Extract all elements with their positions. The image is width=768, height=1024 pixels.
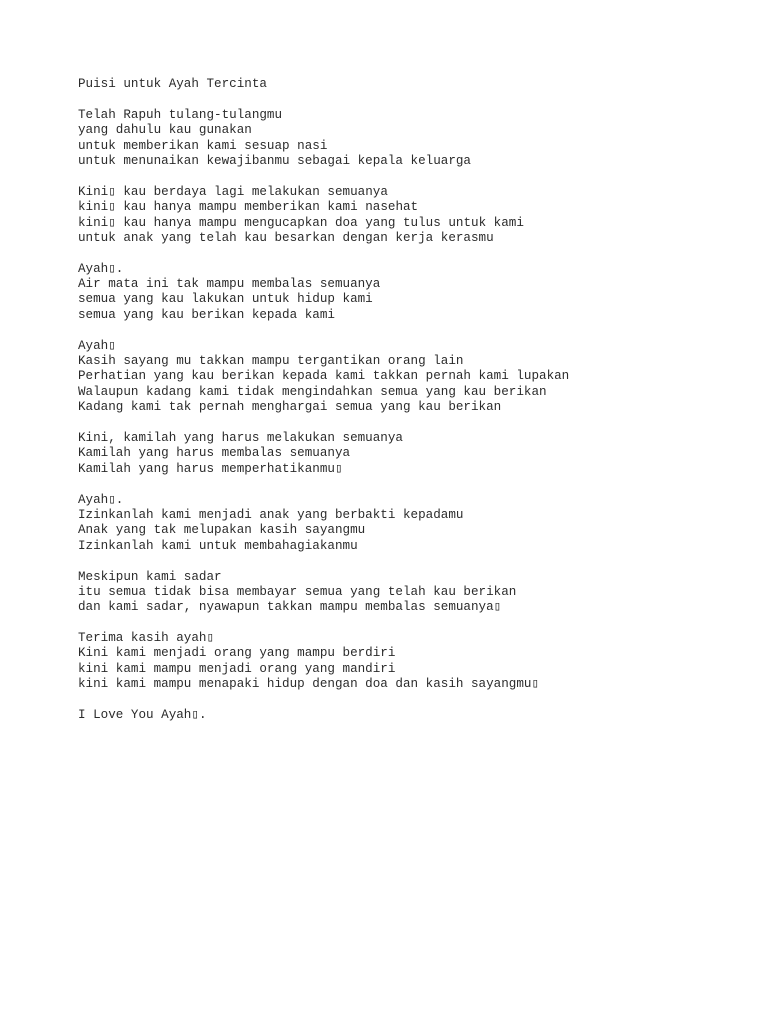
poem-line: kini▯ kau hanya mampu mengucapkan doa yang tulus untuk kami	[78, 215, 524, 230]
poem-line: Kini, kamilah yang harus melakukan semuanya	[78, 430, 403, 445]
poem-line: Kamilah yang harus membalas semuanya	[78, 446, 351, 461]
poem-line: Kini kami menjadi orang yang mampu berdiri	[78, 646, 396, 661]
poem-line: kini kami mampu menjadi orang yang mandiri	[78, 661, 396, 676]
poem-stanza	[78, 339, 738, 416]
poem-title: Puisi untuk Ayah Tercinta	[78, 77, 267, 91]
poem-stanza	[78, 108, 738, 170]
poem-line: Kasih sayang mu takkan mampu tergantikan orang lain	[78, 354, 464, 369]
poem-line: kini▯ kau hanya mampu memberikan kami nasehat	[78, 200, 419, 215]
poem-line: itu semua tidak bisa membayar semua yang telah kau berikan	[78, 584, 517, 599]
poem-line: Meskipun kami sadar	[78, 569, 222, 584]
poem-stanza	[78, 570, 738, 616]
poem-line: Kamilah yang harus memperhatikanmu▯	[78, 461, 343, 476]
poem-line: Air mata ini tak mampu membalas semuanya	[78, 277, 381, 292]
poem-line: untuk memberikan kami sesuap nasi	[78, 138, 328, 153]
poem-line: dan kami sadar, nyawapun takkan mampu membalas semuanya▯	[78, 600, 502, 615]
poem-line: Izinkanlah kami menjadi anak yang berbakti kepadamu	[78, 507, 464, 522]
poem-stanza	[78, 431, 738, 477]
poem-line: I Love You Ayah▯.	[78, 708, 207, 723]
poem-line: untuk menunaikan kewajibanmu sebagai kepala keluarga	[78, 153, 471, 168]
poem-line: Ayah▯	[78, 338, 116, 353]
poem-line: Anak yang tak melupakan kasih sayangmu	[78, 523, 366, 538]
poem-stanza	[78, 262, 738, 324]
poem-line: kini kami mampu menapaki hidup dengan doa dan kasih sayangmu▯	[78, 677, 540, 692]
poem-line: Izinkanlah kami untuk membahagiakanmu	[78, 538, 358, 553]
poem-line: Terima kasih ayah▯	[78, 631, 215, 646]
poem-body	[78, 77, 738, 739]
poem-stanza	[78, 631, 738, 693]
poem-line: Kini▯ kau berdaya lagi melakukan semuanya	[78, 184, 388, 199]
poem-line: Kadang kami tak pernah menghargai semua yang kau berikan	[78, 400, 502, 415]
poem-line: semua yang kau berikan kepada kami	[78, 307, 335, 322]
poem-line: yang dahulu kau gunakan	[78, 123, 252, 138]
poem-stanza	[78, 185, 738, 247]
poem-line: semua yang kau lakukan untuk hidup kami	[78, 292, 373, 307]
poem-line: Ayah▯.	[78, 492, 124, 507]
poem-stanza	[78, 708, 738, 723]
poem-line: Telah Rapuh tulang-tulangmu	[78, 107, 283, 122]
poem-stanza	[78, 493, 738, 555]
poem-line: untuk anak yang telah kau besarkan dengan kerja kerasmu	[78, 230, 494, 245]
poem-stanzas	[78, 108, 738, 724]
poem-line: Perhatian yang kau berikan kepada kami takkan pernah kami lupakan	[78, 369, 570, 384]
poem-line: Ayah▯.	[78, 261, 124, 276]
poem-line: Walaupun kadang kami tidak mengindahkan semua yang kau berikan	[78, 384, 547, 399]
